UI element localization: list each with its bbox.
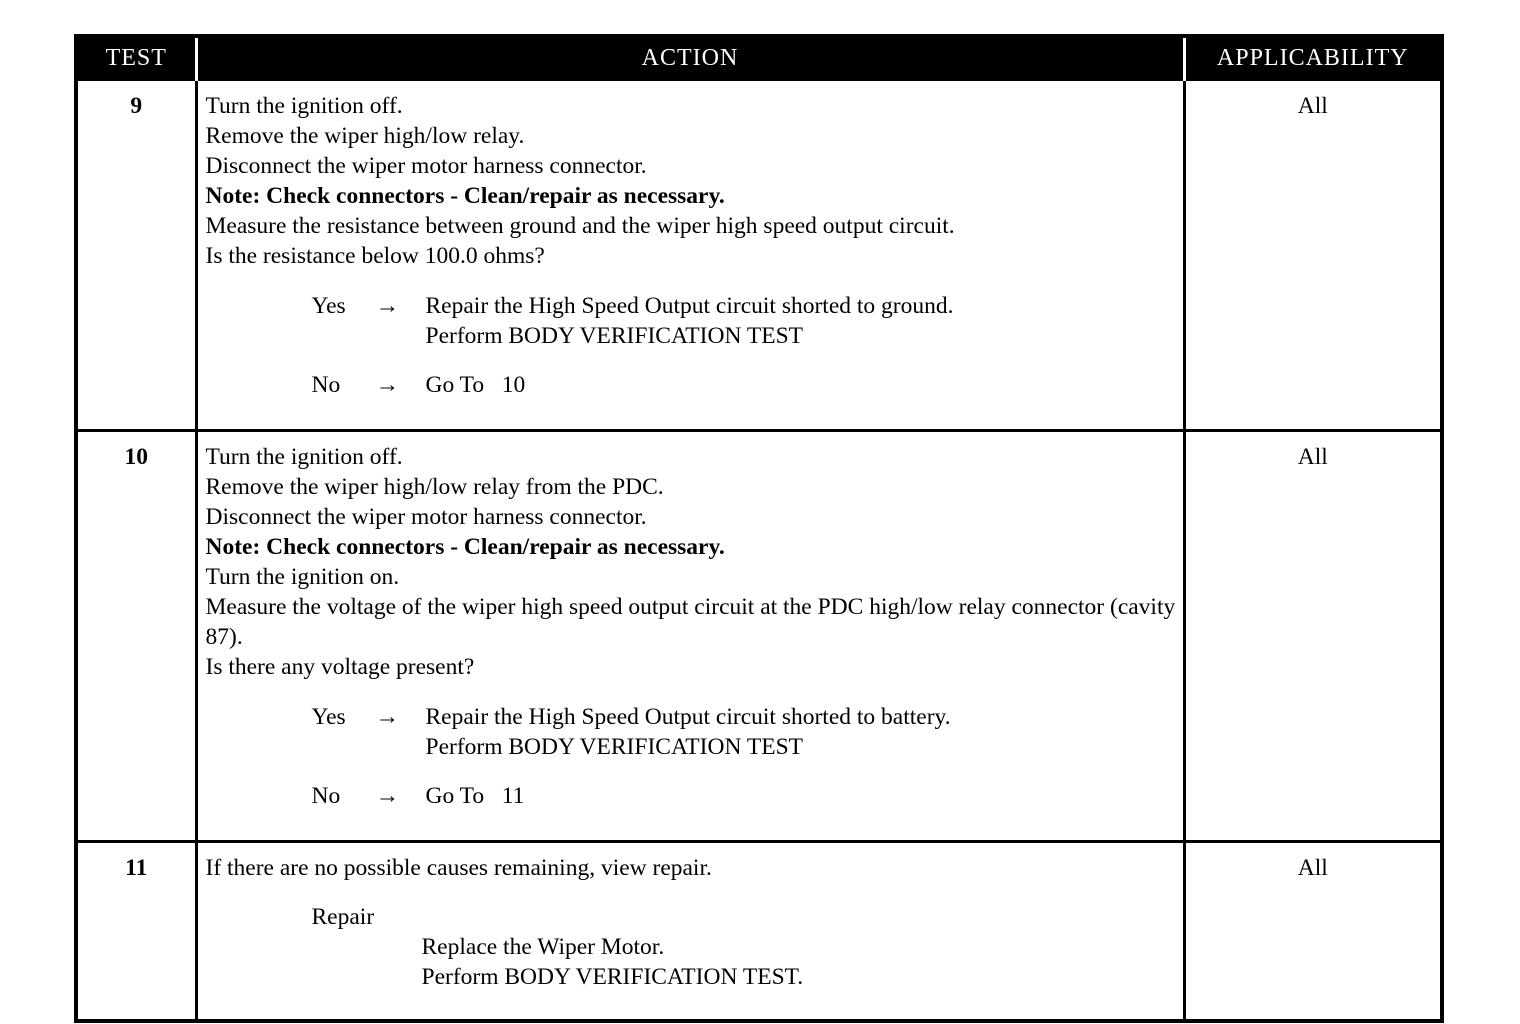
diagnostic-test-table [74,34,1444,1023]
action-question: Is there any voltage present? [205,654,475,680]
repair-label: Repair [311,904,375,930]
action-note: Note: Check connectors - Clean/repair as necessary. [205,534,725,560]
action-step: Remove the wiper high/low relay. [205,123,525,149]
repair-block [312,902,1177,992]
outcome-label: No [311,783,341,809]
action-step: Turn the ignition off. [205,444,403,470]
outcome-text [426,781,525,811]
applicability-value: All [1184,80,1442,431]
outcome-line: Go To 10 [425,372,526,398]
outcome-yes [312,702,1177,762]
action-cell [196,431,1184,842]
table-row [76,431,1442,842]
repair-step: Perform BODY VERIFICATION TEST. [421,964,804,990]
test-number: 9 [76,80,196,431]
action-note: Note: Check connectors - Clean/repair as necessary. [205,183,725,209]
action-step: Remove the wiper high/low relay from the PDC. [205,474,664,500]
right-arrow-icon: → [375,372,399,398]
header-applicability: APPLICABILITY [1184,36,1442,80]
right-arrow-icon: → [375,704,399,730]
outcome-line: Go To 11 [425,783,525,809]
outcome-no [312,781,1177,811]
action-step: Measure the resistance between ground and the wiper high speed output circuit. [205,213,955,239]
outcome-yes [312,291,1177,351]
action-step: Turn the ignition off. [205,93,403,119]
action-step: Disconnect the wiper motor harness connector. [205,153,647,179]
action-step: Disconnect the wiper motor harness connector. [205,504,647,530]
action-step: Measure the voltage of the wiper high speed output circuit at the PDC high/low relay connector (cavity 87). [205,594,1176,650]
table-header-row [76,36,1442,80]
action-question: Is the resistance below 100.0 ohms? [205,243,545,269]
outcomes [312,291,1177,400]
test-number: 10 [76,431,196,842]
outcome-label: Yes [311,704,346,730]
action-cell [196,842,1184,1022]
outcome-no [312,370,1177,400]
outcomes [312,702,1177,811]
outcome-label: Yes [311,293,346,319]
table-row [76,80,1442,431]
applicability-value: All [1184,842,1442,1022]
outcome-text [426,291,954,351]
table-row [76,842,1442,1022]
outcome-text [426,370,526,400]
action-cell [196,80,1184,431]
header-test: TEST [76,36,196,80]
test-number: 11 [76,842,196,1022]
outcome-line: Perform BODY VERIFICATION TEST [425,323,804,349]
applicability-value: All [1184,431,1442,842]
header-action: ACTION [196,36,1184,80]
outcome-label: No [311,372,341,398]
outcome-text [426,702,951,762]
outcome-line: Repair the High Speed Output circuit shorted to ground. [425,293,954,319]
repair-step: Replace the Wiper Motor. [421,934,665,960]
right-arrow-icon: → [375,783,399,809]
action-step: Turn the ignition on. [205,564,400,590]
repair-steps [422,932,1177,992]
outcome-line: Perform BODY VERIFICATION TEST [425,734,804,760]
action-step: If there are no possible causes remaining, view repair. [205,855,712,881]
right-arrow-icon: → [375,293,399,319]
outcome-line: Repair the High Speed Output circuit shorted to battery. [425,704,951,730]
